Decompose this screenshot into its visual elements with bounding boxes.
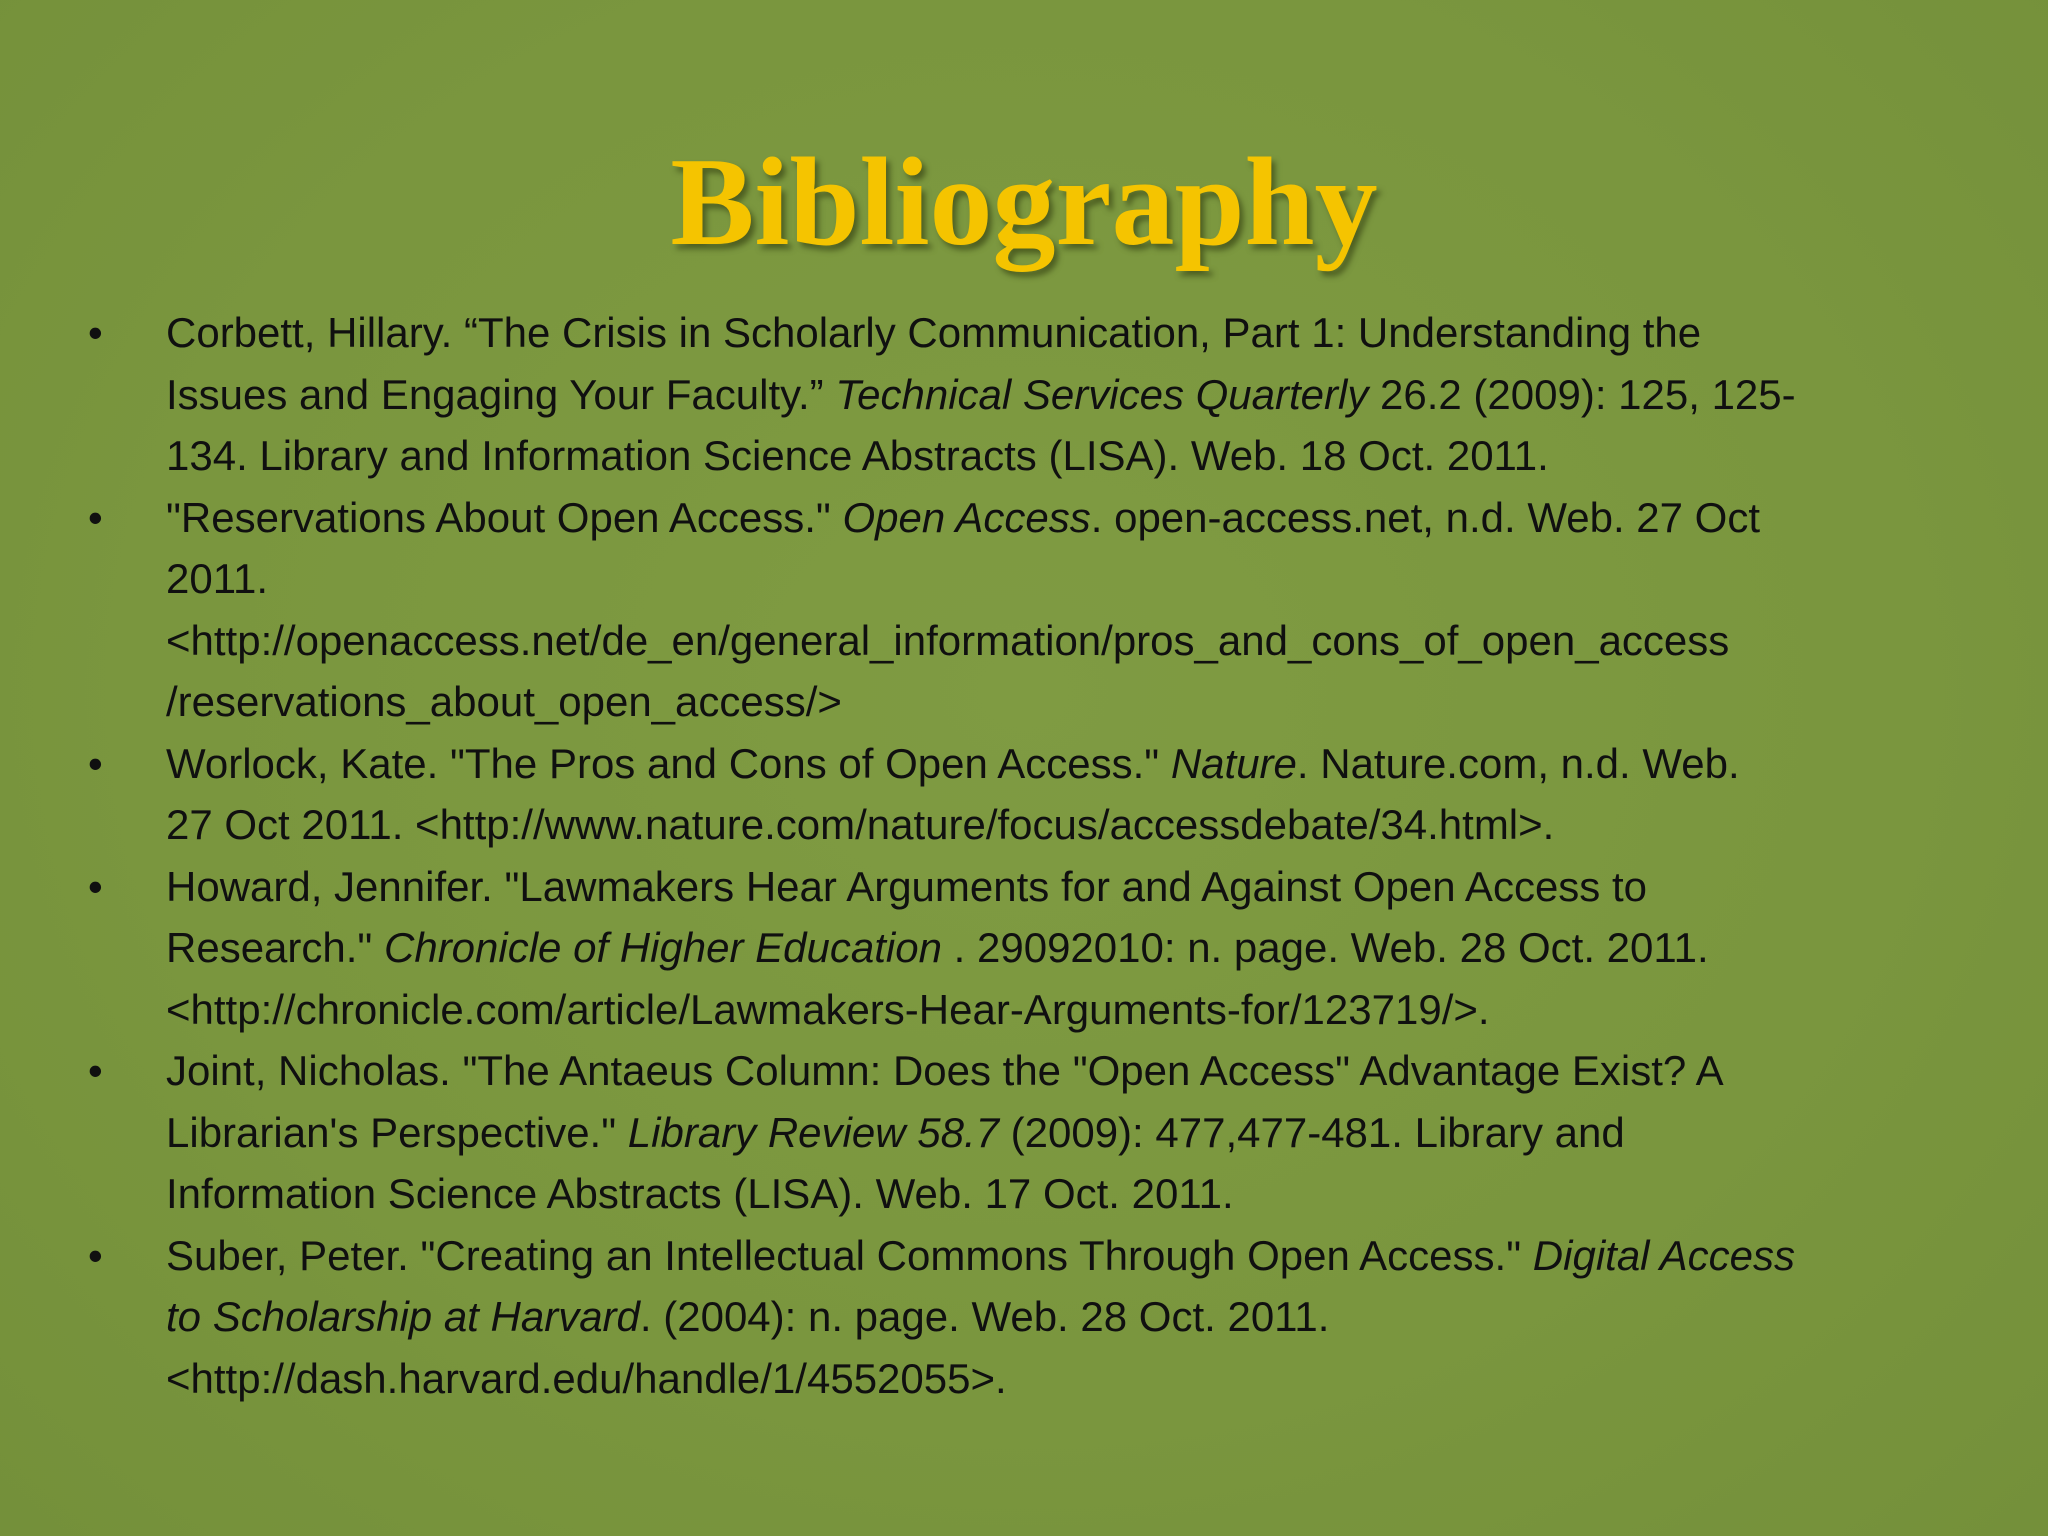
citation-line: [166, 979, 1968, 1041]
citation-segment: 2011.: [166, 555, 268, 602]
bullet-icon: •: [88, 309, 103, 356]
citation-source-title: Nature: [1170, 739, 1297, 787]
citation-text: [166, 856, 1968, 1041]
citation-line: [166, 1286, 1968, 1348]
citation-segment: <http://dash.harvard.edu/handle/1/4552055>.: [166, 1354, 1007, 1402]
citation-segment: Research.": [166, 924, 384, 971]
citation-segment: "Reservations About Open Access.": [166, 493, 843, 541]
citation-segment: Joint, Nicholas. "The Antaeus Column: Does the "Open Access" Advantage Exist? A: [166, 1047, 1724, 1094]
bullet-icon: •: [88, 739, 103, 787]
citation-line: [166, 1163, 1968, 1225]
citation-text: [166, 302, 1968, 487]
citation-segment: Librarian's Perspective.": [166, 1108, 628, 1156]
citation-source-title: Digital Access: [1532, 1231, 1795, 1279]
citation-line: [166, 1040, 1968, 1102]
citation-segment: . (2004): n. page. Web. 28 Oct. 2011.: [639, 1293, 1330, 1340]
citation-segment: 27 Oct 2011. <http://www.nature.com/nature/focus/accessdebate/34.html>.: [166, 801, 1555, 848]
citation-segment: 134. Library and Information Science Abstracts (LISA). Web. 18 Oct. 2011.: [166, 432, 1549, 479]
citation-segment: Issues and Engaging Your Faculty.”: [166, 370, 836, 418]
citation-line: [166, 548, 1968, 610]
slide-title: Bibliography: [670, 133, 1378, 272]
citation-segment: Corbett, Hillary. “The Crisis in Scholarly Communication, Part 1: Understanding the: [166, 309, 1702, 356]
citation-segment: Suber, Peter. "Creating an Intellectual Commons Through Open Access.": [166, 1231, 1533, 1279]
bullet-icon: •: [88, 862, 103, 910]
citation-source-title: Technical Services Quarterly: [835, 370, 1369, 418]
bullet-icon: •: [88, 1231, 103, 1279]
citation-segment: . 29092010: n. page. Web. 28 Oct. 2011.: [941, 924, 1709, 971]
bibliography-entry: [88, 302, 1968, 487]
citation-segment: . open-access.net, n.d. Web. 27 Oct: [1090, 493, 1761, 541]
citation-line: [166, 1102, 1968, 1164]
citation-segment: Worlock, Kate. "The Pros and Cons of Open Access.": [166, 739, 1171, 787]
citation-segment: . Nature.com, n.d. Web.: [1296, 739, 1740, 787]
citation-segment: /reservations_about_open_access/>: [166, 678, 842, 725]
citation-source-title: Open Access: [842, 493, 1091, 541]
citation-line: [166, 733, 1968, 795]
bibliography-list: [88, 302, 1968, 1409]
citation-source-title: Library Review 58.7: [627, 1108, 999, 1156]
citation-line: [166, 425, 1968, 487]
citation-line: [166, 671, 1968, 733]
citation-segment: 26.2 (2009): 125, 125-: [1368, 370, 1796, 418]
citation-segment: Howard, Jennifer. "Lawmakers Hear Arguments for and Against Open Access to: [166, 862, 1647, 910]
citation-line: [166, 610, 1968, 672]
citation-source-title: to Scholarship at Harvard: [166, 1293, 640, 1340]
citation-line: [166, 302, 1968, 364]
citation-line: [166, 917, 1968, 979]
citation-segment: <http://openaccess.net/de_en/general_information/pros_and_cons_of_open_access: [166, 616, 1730, 664]
citation-line: [166, 794, 1968, 856]
bullet-icon: •: [88, 493, 103, 541]
citation-line: [166, 487, 1968, 549]
citation-text: [166, 733, 1968, 856]
citation-text: [166, 1040, 1968, 1225]
bibliography-entry: [88, 1040, 1968, 1225]
citation-segment: (2009): 477,477-481. Library and: [998, 1108, 1625, 1156]
bibliography-entry: [88, 856, 1968, 1041]
citation-line: [166, 856, 1968, 918]
citation-text: [166, 1225, 1968, 1410]
bibliography-entry: [88, 733, 1968, 856]
bibliography-entry: [88, 1225, 1968, 1410]
bullet-icon: •: [88, 1047, 103, 1094]
citation-source-title: Chronicle of Higher Education: [384, 924, 942, 971]
citation-segment: Information Science Abstracts (LISA). Web. 17 Oct. 2011.: [166, 1170, 1234, 1217]
citation-text: [166, 487, 1968, 733]
citation-segment: <http://chronicle.com/article/Lawmakers-Hear-Arguments-for/123719/>.: [166, 985, 1490, 1033]
citation-line: [166, 1225, 1968, 1287]
bibliography-entry: [88, 487, 1968, 733]
citation-line: [166, 1348, 1968, 1410]
citation-line: [166, 364, 1968, 426]
